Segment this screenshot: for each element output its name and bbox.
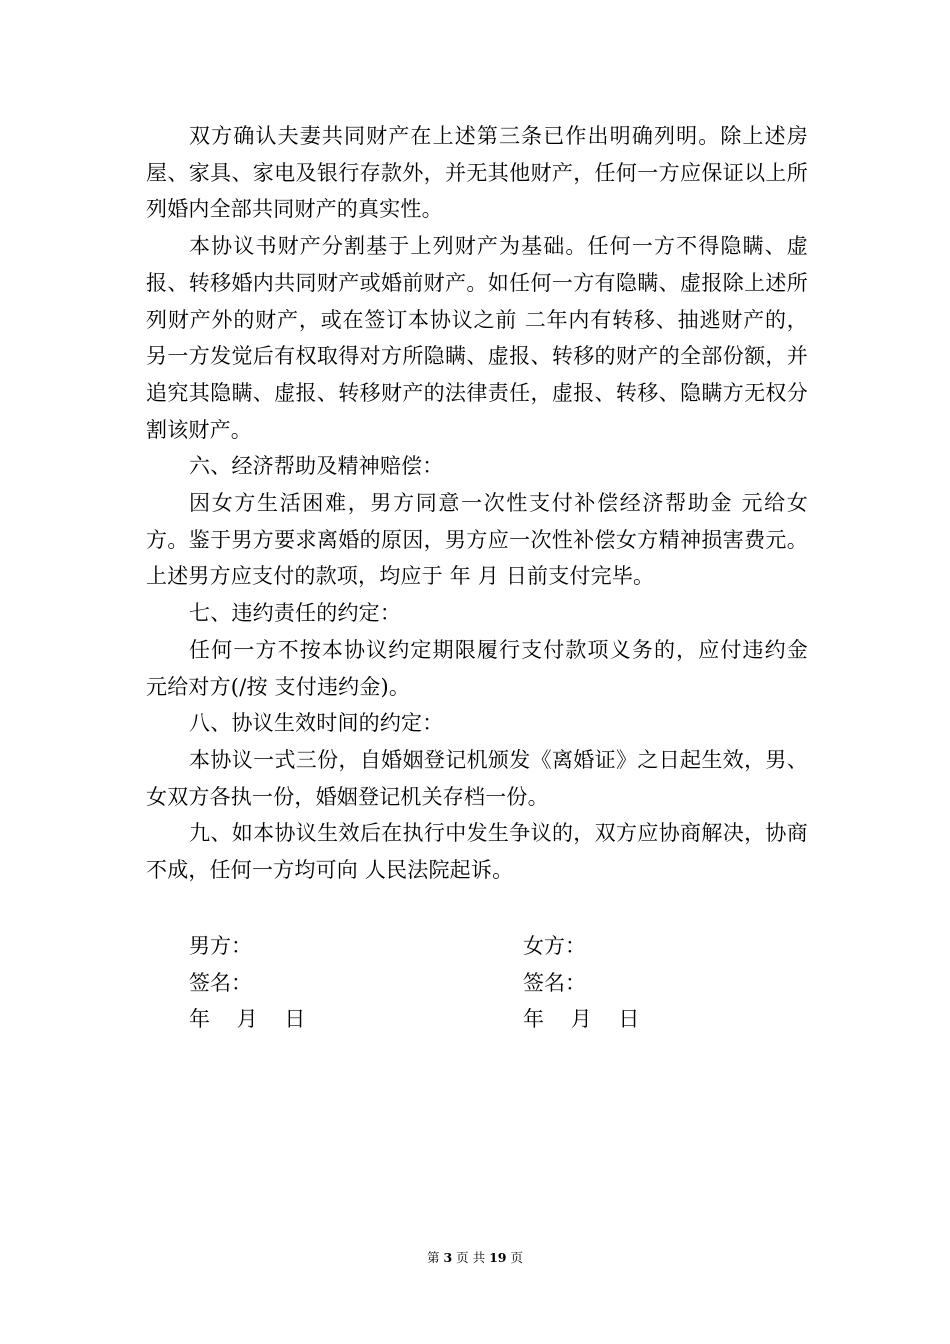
male-party-label: 男方： <box>189 934 252 958</box>
footer-total-pages: 19 <box>489 1250 507 1265</box>
page-footer <box>0 1248 950 1266</box>
female-sign-label: 签名： <box>523 970 586 995</box>
document-body <box>146 118 808 889</box>
male-sign-label: 签名： <box>189 970 252 995</box>
paragraph-economic-help: 因女方生活困难，男方同意一次性支付补偿经济帮助金 元给女方。鉴于男方要求离婚的原因，男方应一次性补偿女方精神损害费元。上述男方应支付的款项，均应于 年 月 日前支付完毕。 <box>146 491 808 589</box>
paragraph-dispute: 九、如本协议生效后在执行中发生争议的，双方应协商解决，协商不成，任何一方均可向 人民法院起诉。 <box>146 821 808 883</box>
female-date-line: 年 月 日 <box>523 1007 640 1032</box>
male-date-line: 年 月 日 <box>189 1007 306 1032</box>
footer-suffix: 页 <box>506 1250 523 1265</box>
paragraph-breach: 任何一方不按本协议约定期限履行支付款项义务的，应付违约金 元给对方(/按 支付违约金)。 <box>146 637 808 699</box>
footer-page-number: 3 <box>443 1250 453 1265</box>
footer-prefix: 第 <box>427 1250 444 1265</box>
section-heading-breach: 七、违约责任的约定： <box>189 601 402 626</box>
paragraph-property-confirmation: 双方确认夫妻共同财产在上述第三条已作出明确列明。除上述房屋、家具、家电及银行存款外，并无其他财产，任何一方应保证以上所列婚内全部共同财产的真实性。 <box>146 124 808 222</box>
signature-block-male <box>189 928 305 1038</box>
signature-block-female <box>523 928 639 1038</box>
section-heading-economic-help: 六、经济帮助及精神赔偿： <box>189 454 444 479</box>
section-heading-effective-date: 八、协议生效时间的约定： <box>189 711 444 736</box>
female-party-label: 女方： <box>523 934 586 958</box>
paragraph-property-division: 本协议书财产分割基于上列财产为基础。任何一方不得隐瞒、虚报、转移婚内共同财产或婚前财产。如任何一方有隐瞒、虚报除上述所列财产外的财产，或在签订本协议之前 二年内有转移、抽逃财产的，另一方发觉后有权取得对方所隐瞒、虚报、转移的财产的全部份额，并追究其隐瞒、虚报、转移财产的法律责任，虚报、转移、隐瞒方无权分割该财产。 <box>146 234 808 442</box>
paragraph-effective-date: 本协议一式三份，自婚姻登记机颁发《离婚证》之日起生效，男、女双方各执一份，婚姻登记机关存档一份。 <box>146 747 808 809</box>
footer-middle: 页 共 <box>452 1250 490 1265</box>
